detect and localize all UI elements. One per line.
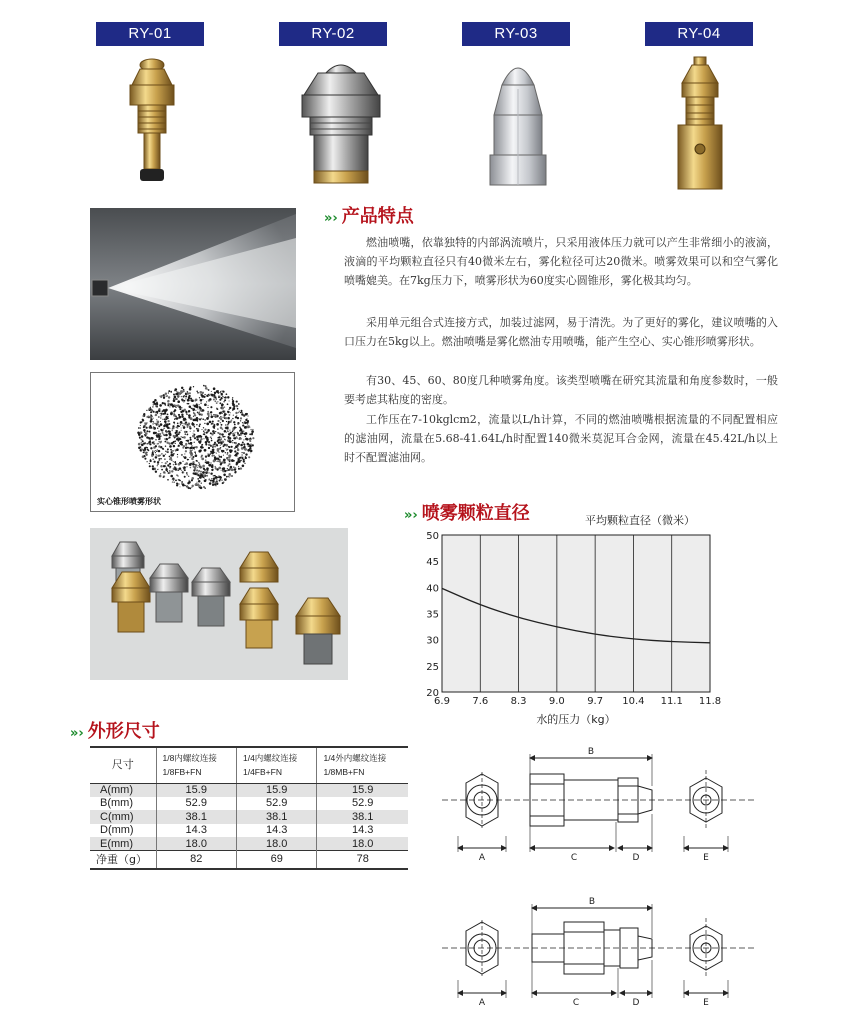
dim-label-a: A	[478, 853, 486, 863]
dim-label-b: B	[587, 747, 595, 757]
y-tick-label: 25	[426, 661, 439, 673]
nozzle-photo-ry-01	[118, 55, 186, 185]
table-row-weight	[90, 851, 408, 869]
dim-label-d-2: D	[632, 998, 640, 1008]
nozzle-photo-ry-03	[488, 55, 548, 187]
table-cell: 38.1	[317, 810, 408, 824]
technical-drawing	[440, 740, 760, 1010]
dimensions-title-text: 外形尺寸	[87, 721, 160, 742]
model-tag-ry-02: RY-02	[279, 22, 387, 46]
chart-x-label: 水的压力（kg）	[536, 713, 616, 726]
x-tick-label: 10.4	[622, 696, 645, 707]
table-row	[90, 797, 408, 811]
table-cell: 15.9	[236, 783, 316, 797]
table-header-col-1: 1/8内螺纹连接 1/8FB+FN	[156, 747, 236, 783]
table-cell: 38.1	[236, 810, 316, 824]
table-cell: 78	[317, 851, 408, 869]
y-tick-label: 45	[426, 557, 439, 569]
nozzle-photo-ry-04	[672, 55, 728, 191]
table-cell: 69	[236, 851, 316, 869]
chart-title: 平均颗粒直径（微米）	[585, 514, 695, 527]
table-header-row	[90, 747, 408, 783]
dim-label-b-2: B	[588, 897, 596, 907]
x-tick-label: 11.1	[660, 696, 683, 707]
chevron-icon: »›	[404, 508, 418, 523]
table-cell: 14.3	[317, 824, 408, 838]
spray-cone-photo	[90, 208, 296, 360]
feature-paragraph-2: 采用单元组合式连接方式，加装过滤网，易于清洗。为了更好的雾化，建议喷嘴的入口压力在5kg以上。燃油喷嘴是雾化燃油专用喷嘴，能产生空心、实心锥形喷雾形状。	[344, 316, 778, 348]
chevron-icon: »›	[324, 211, 338, 226]
y-tick-label: 30	[426, 635, 439, 647]
x-tick-label: 11.8	[698, 696, 722, 707]
dim-label-e-2: E	[703, 998, 709, 1008]
table-cell: 52.9	[236, 797, 316, 811]
dimension-table	[90, 746, 408, 870]
features-title	[324, 202, 414, 228]
table-row-label: D(mm)	[100, 824, 134, 837]
features-title-text: 产品特点	[341, 206, 414, 227]
y-tick-label: 20	[426, 688, 439, 699]
spray-pattern-dots	[91, 373, 295, 512]
table-cell: 14.3	[236, 824, 316, 838]
model-tag-ry-04: RY-04	[645, 22, 753, 46]
chart-y-axis	[426, 531, 439, 699]
table-row-label: E(mm)	[90, 837, 156, 851]
table-cell: 38.1	[156, 810, 236, 824]
dim-label-a-2: A	[478, 998, 486, 1008]
x-tick-label: 9.0	[548, 696, 565, 707]
model-tag-ry-03: RY-03	[462, 22, 570, 46]
table-row	[90, 810, 408, 824]
table-row-label: 净重（g）	[90, 851, 156, 869]
feature-paragraph-1: 燃油喷嘴，依靠独特的内部涡流喷片，只采用液体压力就可以产生非常细小的液滴，液滴的平均颗粒直径只有40微米左右，雾化粒径可达20微米。喷雾效果可以和空气雾化喷嘴媲美。在7kg压力下，喷雾形状为60度实心圆锥形，雾化极其均匀。	[344, 236, 778, 287]
table-row	[90, 824, 408, 838]
particle-diameter-chart	[420, 512, 740, 730]
table-cell: 18.0	[317, 837, 408, 851]
chevron-icon: »›	[70, 726, 84, 741]
model-tag-ry-01: RY-01	[96, 22, 204, 46]
table-header-size: 尺寸	[90, 747, 156, 783]
table-cell: 14.3	[156, 824, 236, 838]
chart-plot-area	[442, 535, 710, 692]
table-cell: 15.9	[156, 783, 236, 797]
table-row	[90, 837, 408, 851]
table-row-label: B(mm)	[100, 797, 133, 810]
chart-x-axis	[434, 696, 721, 707]
x-tick-label: 9.7	[587, 696, 604, 707]
table-header-col-3: 1/4外内螺纹连接 1/8MB+FN	[317, 747, 408, 783]
table-cell: 52.9	[156, 797, 236, 811]
x-tick-label: 6.9	[434, 696, 450, 707]
table-cell: 82	[156, 851, 236, 869]
table-row-label: A(mm)	[90, 783, 156, 797]
table-cell: 18.0	[236, 837, 316, 851]
spray-pattern-caption: 实心锥形喷雾形状	[97, 497, 161, 506]
nozzle-photo-ry-02	[298, 55, 384, 185]
table-row-label: C(mm)	[90, 810, 156, 824]
table-cell: 18.0	[156, 837, 236, 851]
feature-paragraph-3: 有30、45、60、80度几种喷雾角度。该类型喷嘴在研究其流量和角度参数时，一般要考虑其粘度的密度。	[344, 374, 778, 406]
feature-paragraph-4: 工作压在7-10kglcm2，流量以L/h计算，不同的燃油喷嘴根据流量的不同配置相应的滤油网，流量在5.68-41.64L/h时配置140微米莫泥耳合金网，流量在45.42L/h以上时不配置滤油网。	[344, 413, 778, 464]
dim-label-e: E	[703, 853, 709, 863]
table-cell: 52.9	[317, 797, 408, 811]
dim-label-d: D	[632, 853, 640, 863]
nozzle-group-photo	[90, 528, 348, 680]
y-tick-label: 35	[426, 609, 439, 621]
dimensions-title	[70, 717, 160, 743]
x-tick-label: 8.3	[510, 696, 527, 707]
table-header-col-2: 1/4内螺纹连接 1/4FB+FN	[236, 747, 316, 783]
dim-label-c-2: C	[572, 998, 580, 1008]
table-cell: 15.9	[317, 783, 408, 797]
y-tick-label: 50	[426, 531, 439, 542]
table-row	[90, 783, 408, 797]
x-tick-label: 7.6	[472, 696, 489, 707]
spray-pattern-panel	[90, 372, 295, 512]
chart-section-title-text: 喷雾颗粒直径	[421, 503, 530, 524]
dim-label-c: C	[570, 853, 578, 863]
y-tick-label: 40	[426, 583, 439, 595]
